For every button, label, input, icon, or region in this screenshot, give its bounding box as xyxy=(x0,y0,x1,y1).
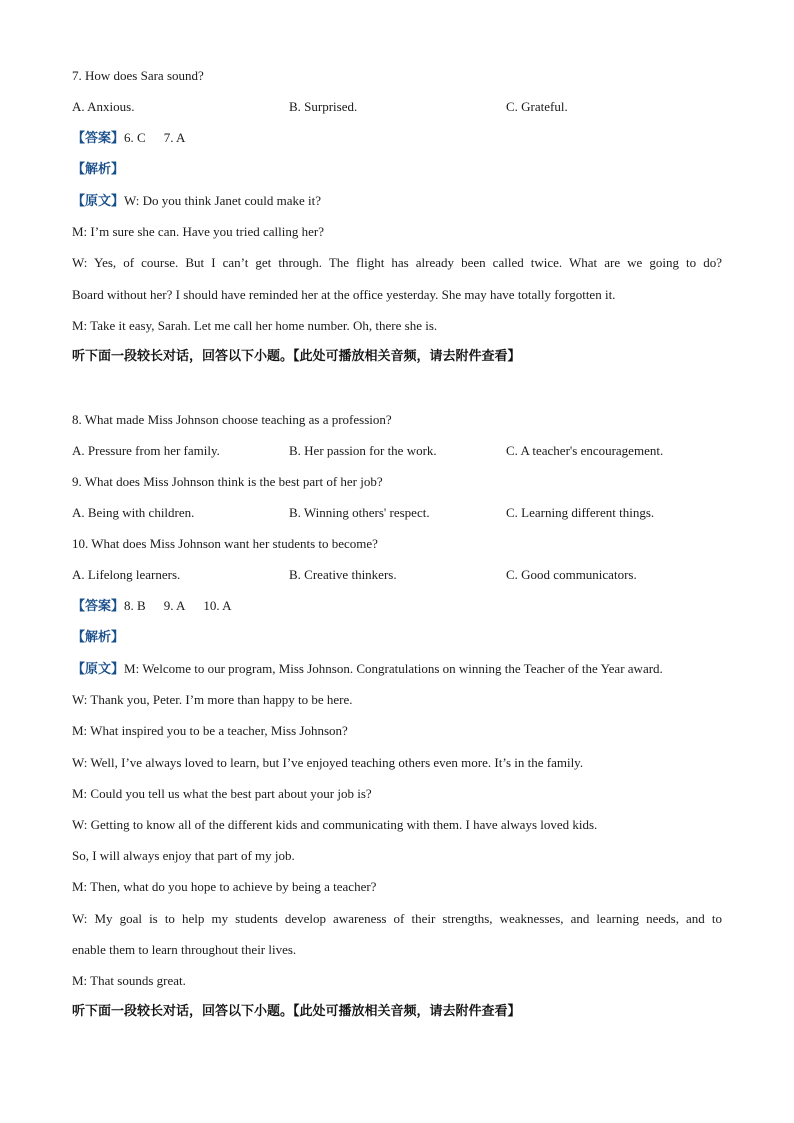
transcript-line: M: Could you tell us what the best part about your job is? xyxy=(72,786,372,801)
q10-option-c: C. Good communicators. xyxy=(506,567,637,582)
q8-option-b: B. Her passion for the work. xyxy=(289,443,437,458)
transcript-line: M: I’m sure she can. Have you tried calling her? xyxy=(72,224,324,239)
question-9-stem: 9. What does Miss Johnson think is the best part of her job? xyxy=(72,474,383,489)
q7-option-b: B. Surprised. xyxy=(289,99,358,114)
transcript-line: So, I will always enjoy that part of my job. xyxy=(72,848,295,863)
analysis-tag-1: 【解析】 xyxy=(72,162,125,177)
transcript-line: W: My goal is to help my students develop awareness of their strengths, weaknesses, and learning needs, and to xyxy=(72,911,722,926)
q7-option-a: A. Anxious. xyxy=(72,99,135,114)
answer-6: 6. C xyxy=(124,130,146,145)
answer-8: 8. B xyxy=(124,598,146,613)
analysis-tag-2: 【解析】 xyxy=(72,630,125,645)
transcript-line: Board without her? I should have reminded her at the office yesterday. She may have totally forgotten it. xyxy=(72,287,616,302)
transcript-tag: 【原文】 xyxy=(72,194,125,209)
question-7-stem: 7. How does Sara sound? xyxy=(72,68,204,83)
answer-9: 9. A xyxy=(163,598,186,613)
transcript-line: M: Then, what do you hope to achieve by being a teacher? xyxy=(72,879,377,894)
transcript-line: 【原文】W: Do you think Janet could make it? xyxy=(72,193,322,209)
transcript-line: M: What inspired you to be a teacher, Miss Johnson? xyxy=(72,723,348,738)
listening-intro-2: 听下面一段较长对话，回答以下小题。【此处可播放相关音频，请去附件查看】 xyxy=(72,1004,521,1019)
transcript-line: W: Yes, of course. But I can’t get through. The flight has already been called twice. What are we going to do? xyxy=(72,255,722,270)
answer-line-2 xyxy=(72,597,722,616)
transcript-line: M: That sounds great. xyxy=(72,973,186,988)
q7-option-c: C. Grateful. xyxy=(506,99,568,114)
q10-option-a: A. Lifelong learners. xyxy=(72,567,181,582)
q9-option-a: A. Being with children. xyxy=(72,505,195,520)
transcript-line: enable them to learn throughout their lives. xyxy=(72,942,297,957)
q10-option-b: B. Creative thinkers. xyxy=(289,567,397,582)
q9-option-c: C. Learning different things. xyxy=(506,505,655,520)
transcript-line: 【原文】M: Welcome to our program, Miss Johnson. Congratulations on winning the Teacher of the Year award. xyxy=(72,661,663,677)
q8-option-a: A. Pressure from her family. xyxy=(72,443,220,458)
answer-tag: 【答案】 xyxy=(72,599,125,614)
listening-intro-1: 听下面一段较长对话，回答以下小题。【此处可播放相关音频，请去附件查看】 xyxy=(72,349,521,364)
q8-option-c: C. A teacher's encouragement. xyxy=(506,443,664,458)
transcript-line: M: Take it easy, Sarah. Let me call her home number. Oh, there she is. xyxy=(72,318,438,333)
transcript-line: W: Thank you, Peter. I’m more than happy to be here. xyxy=(72,692,353,707)
transcript-tag: 【原文】 xyxy=(72,662,125,677)
answer-10: 10. A xyxy=(203,598,232,613)
question-8-stem: 8. What made Miss Johnson choose teaching as a profession? xyxy=(72,412,392,427)
question-10-stem: 10. What does Miss Johnson want her students to become? xyxy=(72,536,378,551)
answer-7: 7. A xyxy=(163,130,186,145)
transcript-line: W: Well, I’ve always loved to learn, but I’ve enjoyed teaching others even more. It’s in the family. xyxy=(72,755,584,770)
transcript-line: W: Getting to know all of the different kids and communicating with them. I have always loved kids. xyxy=(72,817,598,832)
answer-line-1 xyxy=(72,129,722,148)
answer-tag: 【答案】 xyxy=(72,131,125,146)
q9-option-b: B. Winning others' respect. xyxy=(289,505,430,520)
